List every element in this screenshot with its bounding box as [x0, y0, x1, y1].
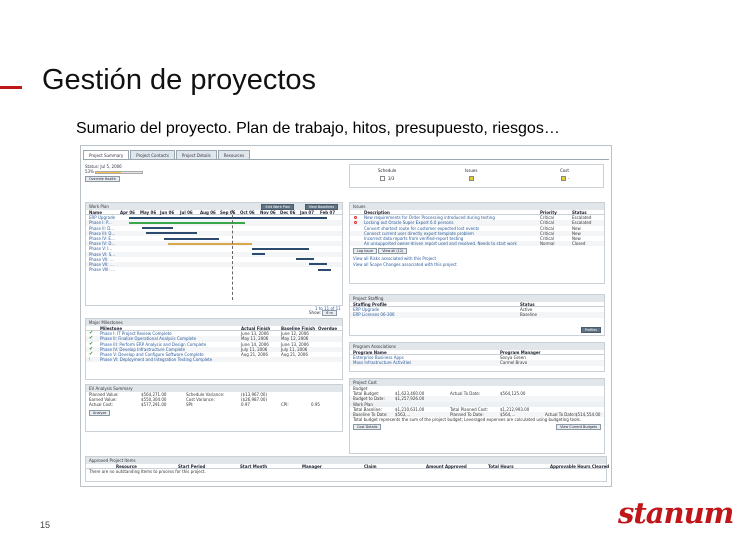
slide-subtitle: Sumario del proyecto. Plan de trabajo, hitos, presupuesto, riesgos…	[76, 120, 560, 137]
approval-col-header: Total Hours	[488, 464, 514, 469]
tab-project-contacts[interactable]: Project Contacts	[130, 150, 175, 159]
gantt-bar[interactable]	[252, 248, 309, 250]
status-date: Status: Jul 5, 2006	[85, 164, 122, 169]
approval-title: Approved Project Items	[86, 457, 606, 464]
issues-panel	[349, 202, 605, 284]
cost-cell: Actual To Date:	[545, 411, 576, 417]
ev-cell: 0.97	[241, 402, 250, 408]
approval-col-header: Amount Approved	[426, 464, 467, 469]
issue-status: Escalated	[572, 215, 592, 221]
gantt-task-name[interactable]: Phase III: D...	[89, 230, 116, 236]
cost-cell: $563,...	[395, 411, 411, 417]
issue-description[interactable]: An unsupported owner-driven report used and resolved. Needs to start work	[364, 241, 517, 247]
milestone-baseline: Aug 21, 2006	[281, 351, 308, 357]
approval-note: There are no outstanding Items to process for this project.	[89, 469, 206, 475]
issue-description[interactable]: Incorrect data reports from verified-report testing	[364, 235, 464, 241]
show-select[interactable]: 6 m	[322, 310, 337, 316]
issue-description[interactable]: Locking out Oracle Super Export 6.0 persons	[364, 220, 454, 226]
check-icon: ✔	[89, 345, 94, 352]
gantt-bar[interactable]	[296, 258, 314, 260]
approval-col-header: Start Month	[240, 464, 268, 469]
cost-details-button[interactable]: Cost Details	[353, 424, 381, 430]
gantt-task-name[interactable]: Phase I: P...	[89, 220, 112, 226]
ev-body	[86, 392, 342, 408]
issues-indicator-icon[interactable]	[469, 176, 474, 181]
cost-cell: $514,554.00	[575, 411, 601, 417]
gantt-chart	[86, 210, 342, 300]
issue-status: New	[572, 235, 581, 241]
gantt-month-label: Jun 06	[160, 210, 175, 215]
milestones-body	[86, 331, 342, 362]
gantt-row	[86, 267, 342, 272]
approval-panel	[85, 456, 610, 482]
ev-row	[86, 402, 342, 407]
gantt-task-name[interactable]: Phase IV: E...	[89, 235, 115, 241]
ev-cell: 0.95	[311, 402, 320, 408]
analyze-button[interactable]: Analyze	[89, 410, 110, 416]
milestone-baseline: June 12, 2006	[281, 331, 309, 337]
milestone-name[interactable]: Phase II: Finalize Operational Analysis Complete	[100, 336, 197, 342]
issue-alert-icon	[354, 221, 357, 224]
health-summary	[349, 164, 604, 188]
ev-cell: ($13,967.00)	[241, 392, 268, 397]
association-manager: Carmel Bravo	[500, 360, 528, 366]
association-program[interactable]: Enterprise Business Apps	[353, 355, 404, 361]
issue-status: Escalated	[572, 220, 592, 226]
log-issue-button[interactable]: Log Issue	[353, 248, 377, 254]
ev-cell: $577,291.00	[141, 402, 167, 408]
milestone-name[interactable]: Phase III: Perform ERP Analysis and Design Complete	[100, 341, 207, 347]
cost-cell: Budget to Date:	[353, 396, 385, 402]
cost-indicator-icon[interactable]	[561, 176, 566, 181]
ev-cell: Cost Variance:	[186, 397, 215, 403]
issue-description[interactable]: New requirements for Order Processing introduced during testing	[364, 215, 495, 221]
gantt-task-name[interactable]: Phase VII: ...	[89, 256, 114, 262]
gantt-task-name[interactable]: Phase II: D...	[89, 225, 115, 231]
gantt-month-label: Nov 06	[260, 210, 276, 215]
tab-divider	[83, 159, 609, 160]
program-associations-panel	[349, 342, 605, 372]
staffing-title: Project Staffing	[350, 295, 604, 302]
issue-priority: Critical	[540, 235, 554, 241]
cost-cell: $1,210,631.00	[395, 406, 425, 412]
check-icon: ✔	[89, 335, 94, 342]
association-program[interactable]: Mass Infrastructure Activities	[353, 360, 412, 366]
view-risks-link[interactable]: View all Risks associated with this Project	[353, 256, 437, 262]
ev-cell: $564,271.00	[141, 392, 167, 397]
project-status-block	[85, 164, 155, 182]
cost-work-plan-body	[350, 407, 604, 417]
milestone-baseline: May 12, 2006	[281, 336, 309, 342]
cost-cell: Total Baseline:	[353, 406, 382, 412]
project-cost-panel	[349, 378, 605, 454]
gantt-month-label: Dec 06	[280, 210, 296, 215]
tab-bar	[83, 150, 251, 159]
budget-label: Budget	[353, 386, 368, 391]
approval-col-header: Start Period	[178, 464, 206, 469]
cost-body	[350, 391, 604, 401]
milestone-actual: May 11, 2006	[241, 336, 269, 342]
staffing-panel	[349, 294, 605, 336]
schedule-value: 3/3	[388, 176, 395, 181]
milestone-baseline: July 11, 2006	[281, 346, 308, 352]
tab-resources[interactable]: Resources	[218, 150, 250, 159]
view-current-budgets-button[interactable]: View Current Budgets	[556, 424, 601, 430]
gantt-month-label: Aug 06	[200, 210, 216, 215]
issue-description[interactable]: Convert shortest route for customer expected lost events	[364, 225, 480, 231]
milestone-actual: July 11, 2006	[241, 346, 268, 352]
issue-status: New	[572, 225, 581, 231]
approval-col-header: Manager	[302, 464, 322, 469]
cost-cell: Actual To Date:	[450, 391, 481, 397]
cost-title: Project Cost	[350, 379, 604, 386]
progress-bar	[95, 171, 143, 174]
association-manager: Program Manager	[500, 350, 541, 355]
milestone-name[interactable]: Phase V: Develop and Configure Software Complete	[100, 351, 204, 357]
gantt-task-name[interactable]: Phase VII: ...	[89, 261, 114, 267]
view-scope-changes-link[interactable]: View all Scope Changes associated with this project	[353, 261, 457, 267]
ev-cell: ($26,987.00)	[241, 397, 268, 403]
gantt-task-name[interactable]: Phase V: I...	[89, 246, 113, 252]
show-label: Show:	[309, 310, 321, 315]
gantt-month-label: Apr 06	[120, 210, 135, 215]
gantt-bar[interactable]	[318, 269, 331, 271]
staffing-col-header: Status	[520, 302, 535, 307]
milestone-actual: June 14, 2006	[241, 341, 269, 347]
issues-col-header: Status	[572, 210, 587, 215]
gantt-month-label: Oct 06	[240, 210, 255, 215]
percent-complete	[85, 169, 155, 174]
cost-cell: $564,125.00	[500, 391, 526, 397]
work-plan-title: Work Plan	[89, 204, 109, 209]
associations-title: Program Associations	[350, 343, 604, 350]
slide-title: Gestión de proyectos	[42, 64, 317, 96]
issues-label: Issues	[465, 168, 478, 173]
cost-label: Cost	[560, 168, 569, 173]
issue-alert-icon	[354, 216, 357, 219]
approval-col-header: Approvable Hours Cleared	[550, 464, 610, 469]
progress-fill	[96, 172, 120, 173]
staffing-status: Baseline	[520, 312, 537, 318]
override-health-button[interactable]: Override Health	[85, 176, 120, 182]
project-summary-screenshot	[80, 145, 612, 487]
milestones-title: Major Milestones	[86, 319, 342, 326]
issue-description[interactable]: Connect current user directly export template problem	[364, 230, 474, 236]
today-marker-line	[232, 210, 233, 300]
edit-work-plan-button[interactable]: Edit Work Plan	[261, 204, 294, 210]
gantt-bar[interactable]	[142, 227, 173, 229]
milestone-name[interactable]: Phase IV: Develop Infrastructure Complete	[100, 346, 186, 352]
ev-analysis-panel	[85, 384, 343, 432]
gantt-task-name[interactable]: Phase VIII: ...	[89, 267, 115, 273]
cost-cell: $564,...	[500, 411, 516, 417]
approval-col-header: Claim	[364, 464, 377, 469]
issues-body	[350, 215, 604, 246]
cost-cell: Planned To Date:	[450, 411, 484, 417]
milestone-row	[86, 357, 342, 362]
gantt-bar[interactable]	[129, 217, 327, 219]
gantt-bar[interactable]	[164, 238, 219, 240]
issue-priority: Normal	[540, 241, 555, 247]
ev-cell: SPI:	[186, 402, 194, 408]
milestone-col-header: Overdue	[318, 326, 338, 331]
staffing-profile[interactable]: ERP Upgrade	[353, 307, 380, 313]
staffing-body	[350, 307, 604, 317]
issue-priority: Critical	[540, 230, 554, 236]
ev-cell: Actual Cost:	[89, 402, 114, 408]
gantt-bar[interactable]	[252, 253, 265, 255]
issues-col-header: Priority	[540, 210, 557, 215]
view-baselines-button[interactable]: View Baselines	[305, 204, 338, 210]
issues-col-header: Description	[364, 210, 390, 215]
gantt-name-header: Name	[89, 210, 102, 215]
milestone-name[interactable]: Phase VI: Deployment and Integration Testing Complete	[100, 357, 213, 363]
work-plan-header	[86, 203, 342, 210]
milestone-actual: Aug 21, 2006	[241, 351, 268, 357]
issue-priority: Critical	[540, 220, 554, 226]
cost-work-plan-label: Work Plan	[350, 402, 604, 407]
gantt-month-label: Jul 06	[180, 210, 193, 215]
milestone-actual: June 13, 2006	[241, 331, 269, 337]
gantt-month-label: May 06	[140, 210, 157, 215]
gantt-task-name[interactable]: ERP Upgrade	[89, 215, 116, 221]
association-row	[350, 360, 604, 365]
accent-bar	[0, 86, 22, 89]
gantt-task-name[interactable]: Phase IV: D...	[89, 241, 116, 247]
staffing-profile[interactable]: ERP Licenses 06-306	[353, 312, 395, 318]
associations-body	[350, 350, 604, 366]
gantt-month-label: Sep 06	[220, 210, 236, 215]
tab-project-summary[interactable]: Project Summary	[83, 150, 129, 159]
check-icon: ✔	[89, 340, 94, 347]
cost-cell: $1,623,460.00	[395, 391, 425, 397]
milestone-col-header: Actual Finish	[241, 326, 271, 331]
association-manager: Sonya Green	[500, 355, 526, 361]
issue-row	[350, 241, 604, 246]
milestones-panel	[85, 318, 343, 380]
schedule-label: Schedule	[378, 168, 397, 173]
cost-cell: $1,257,926.00	[395, 396, 425, 402]
staffing-status: Active	[520, 307, 533, 313]
cost-cell: Baseline To Date:	[353, 411, 388, 417]
issue-priority: Critical	[540, 225, 554, 231]
staffing-col-header: Staffing Profile	[353, 302, 387, 307]
gantt-task-name[interactable]: Phase VI: S...	[89, 251, 116, 257]
milestone-name[interactable]: Phase I: IT Project Review Complete	[100, 331, 172, 337]
ev-cell: Earned Value:	[89, 397, 117, 403]
gantt-range-link[interactable]: 1 to 11 of 11	[315, 306, 341, 311]
cost-cell: Total Budget:	[353, 391, 380, 397]
work-plan-panel	[85, 202, 343, 306]
slide-number: 15	[40, 520, 51, 530]
ev-cell: CPI:	[281, 402, 289, 408]
association-program: Program Name	[353, 350, 387, 355]
ev-cell: $550,304.00	[141, 397, 167, 403]
issues-title: Issues	[350, 203, 604, 210]
gantt-bar[interactable]	[146, 232, 197, 234]
stanum-logo: stanum	[618, 496, 733, 530]
issue-priority: Critical	[540, 215, 554, 221]
check-icon: ✔	[89, 330, 94, 337]
ev-title: EV Analysis Summary	[86, 385, 342, 392]
view-all-issues-button[interactable]: View all (12)	[378, 248, 407, 254]
gantt-bar[interactable]	[309, 263, 327, 265]
milestone-col-header: Milestone	[100, 326, 123, 331]
profiles-button[interactable]: Profiles	[581, 327, 601, 333]
cost-cell: $1,212,993.00	[500, 406, 530, 412]
issue-status: Closed	[572, 241, 586, 247]
gantt-bar[interactable]	[129, 222, 246, 224]
check-icon: ✔	[89, 350, 94, 357]
staffing-row	[350, 312, 604, 317]
cost-note: Total budget represents the sum of the project budget; Leveraged expenses are calculated using budgeting tools.	[353, 417, 582, 423]
gantt-bar[interactable]	[168, 243, 252, 245]
warning-icon: !	[89, 357, 91, 363]
issue-status: New	[572, 230, 581, 236]
percent-label: 53%	[85, 169, 94, 174]
approval-col-header: Resource	[116, 464, 137, 469]
gantt-month-label: Feb 07	[320, 210, 336, 215]
ev-cell: Planned Value:	[89, 392, 119, 397]
cost-value: -	[568, 176, 570, 181]
milestone-baseline: June 13, 2006	[281, 341, 309, 347]
cost-cell: Total Planned Cost:	[450, 406, 489, 412]
gantt-month-label: Jan 07	[300, 210, 314, 215]
milestone-col-header: Baseline Finish	[281, 326, 316, 331]
tab-project-details[interactable]: Project Details	[176, 150, 217, 159]
schedule-indicator-icon[interactable]	[380, 176, 385, 181]
ev-cell: Schedule Variance:	[186, 392, 225, 397]
